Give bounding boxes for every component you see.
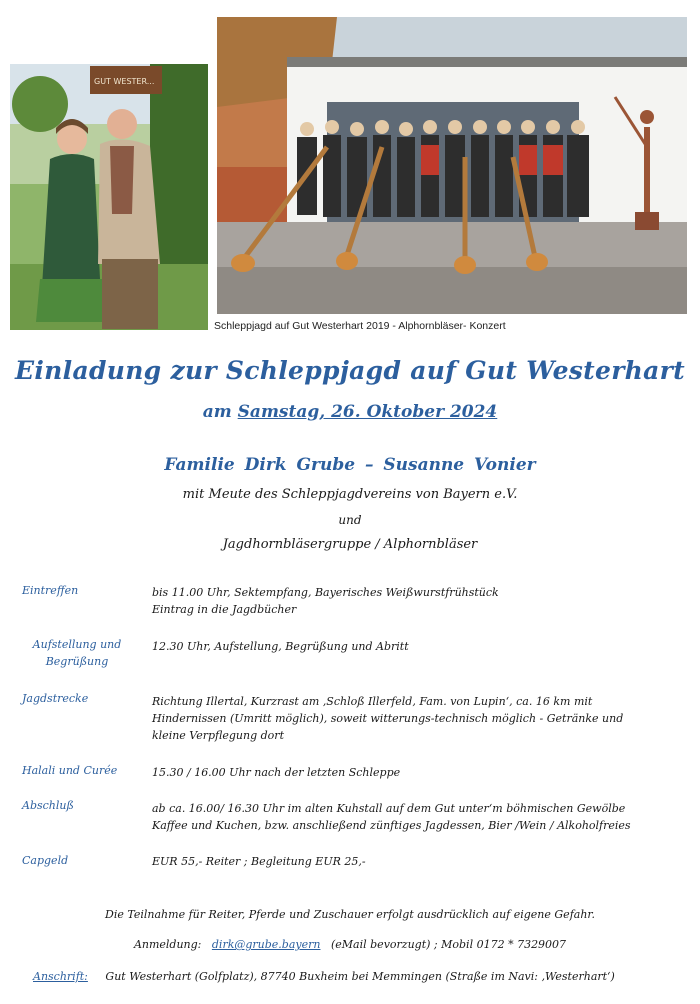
address-label: Anschrift: bbox=[33, 970, 88, 983]
registration-line bbox=[0, 938, 700, 951]
address-line bbox=[33, 970, 683, 983]
email-link[interactable]: dirk@grube.bayern bbox=[211, 938, 321, 951]
registration-label: Anmeldung: bbox=[133, 938, 202, 951]
pack-line: mit Meute des Schleppjagdvereins von Bayern e.V. bbox=[182, 487, 518, 502]
invitation-title: Einladung zur Schleppjagd auf Gut Westerhart bbox=[15, 356, 685, 385]
program-label-capgeld: Capgeld bbox=[22, 854, 69, 867]
program-value-lineup bbox=[152, 638, 672, 655]
value-line: kleine Verpflegung dort bbox=[152, 729, 284, 742]
email-note: (eMail bevorzugt) ; Mobil 0172 * 7329007 bbox=[330, 938, 567, 951]
program-value-capgeld bbox=[152, 853, 672, 870]
horn-groups-line: Jagdhornbläsergruppe / Alphornbläser bbox=[222, 537, 478, 552]
value-line: Hindernissen (Umritt möglich), soweit witterungs-technisch möglich - Getränke und bbox=[152, 712, 624, 725]
program-value-closing bbox=[152, 800, 672, 834]
host-family: Familie Dirk Grube – Susanne Vonier bbox=[164, 455, 536, 475]
value-line: Kaffee und Kuchen, bzw. anschließend zünftiges Jagdessen, Bier /Wein / Alkoholfreies bbox=[152, 819, 631, 832]
program-label-route: Jagdstrecke bbox=[22, 692, 89, 705]
couple-photo bbox=[10, 64, 208, 330]
program-label-lineup bbox=[22, 636, 132, 670]
value-line: Eintrag in die Jagdbücher bbox=[152, 603, 297, 616]
photo-caption: Schleppjagd auf Gut Westerhart 2019 - Alphornbläser- Konzert bbox=[214, 320, 506, 332]
program-value-arrival bbox=[152, 584, 672, 618]
label-line: Begrüßung bbox=[45, 655, 109, 668]
liability-notice: Die Teilnahme für Reiter, Pferde und Zuschauer erfolgt ausdrücklich auf eigene Gefahr. bbox=[105, 908, 595, 921]
event-date-line bbox=[0, 402, 700, 422]
program-value-route bbox=[152, 693, 672, 744]
and-line: und bbox=[338, 513, 362, 527]
alphorn-photo bbox=[217, 17, 687, 314]
value-line: EUR 55,- Reiter ; Begleitung EUR 25,- bbox=[152, 855, 366, 868]
label-line: Aufstellung und bbox=[32, 638, 122, 651]
date-prefix: am bbox=[202, 402, 238, 422]
address-text: Gut Westerhart (Golfplatz), 87740 Buxheim bei Memmingen (Straße im Navi: ‚Westerhart‘) bbox=[105, 970, 615, 983]
value-line: ab ca. 16.00/ 16.30 Uhr im alten Kuhstall auf dem Gut unter‘m böhmischen Gewölbe bbox=[152, 802, 626, 815]
sign-text: GUT WESTER... bbox=[94, 77, 155, 86]
event-date: Samstag, 26. Oktober 2024 bbox=[237, 402, 498, 422]
program-value-halali bbox=[152, 764, 672, 781]
program-label-closing: Abschluß bbox=[22, 799, 74, 812]
program-label-arrival: Eintreffen bbox=[22, 584, 79, 597]
value-line: 12.30 Uhr, Aufstellung, Begrüßung und Abritt bbox=[152, 640, 409, 653]
value-line: bis 11.00 Uhr, Sektempfang, Bayerisches Weißwurstfrühstück bbox=[152, 586, 499, 599]
program-label-halali: Halali und Curée bbox=[22, 764, 118, 777]
value-line: Richtung Illertal, Kurzrast am ‚Schloß Illerfeld, Fam. von Lupin‘, ca. 16 km mit bbox=[152, 695, 593, 708]
value-line: 15.30 / 16.00 Uhr nach der letzten Schleppe bbox=[152, 766, 401, 779]
